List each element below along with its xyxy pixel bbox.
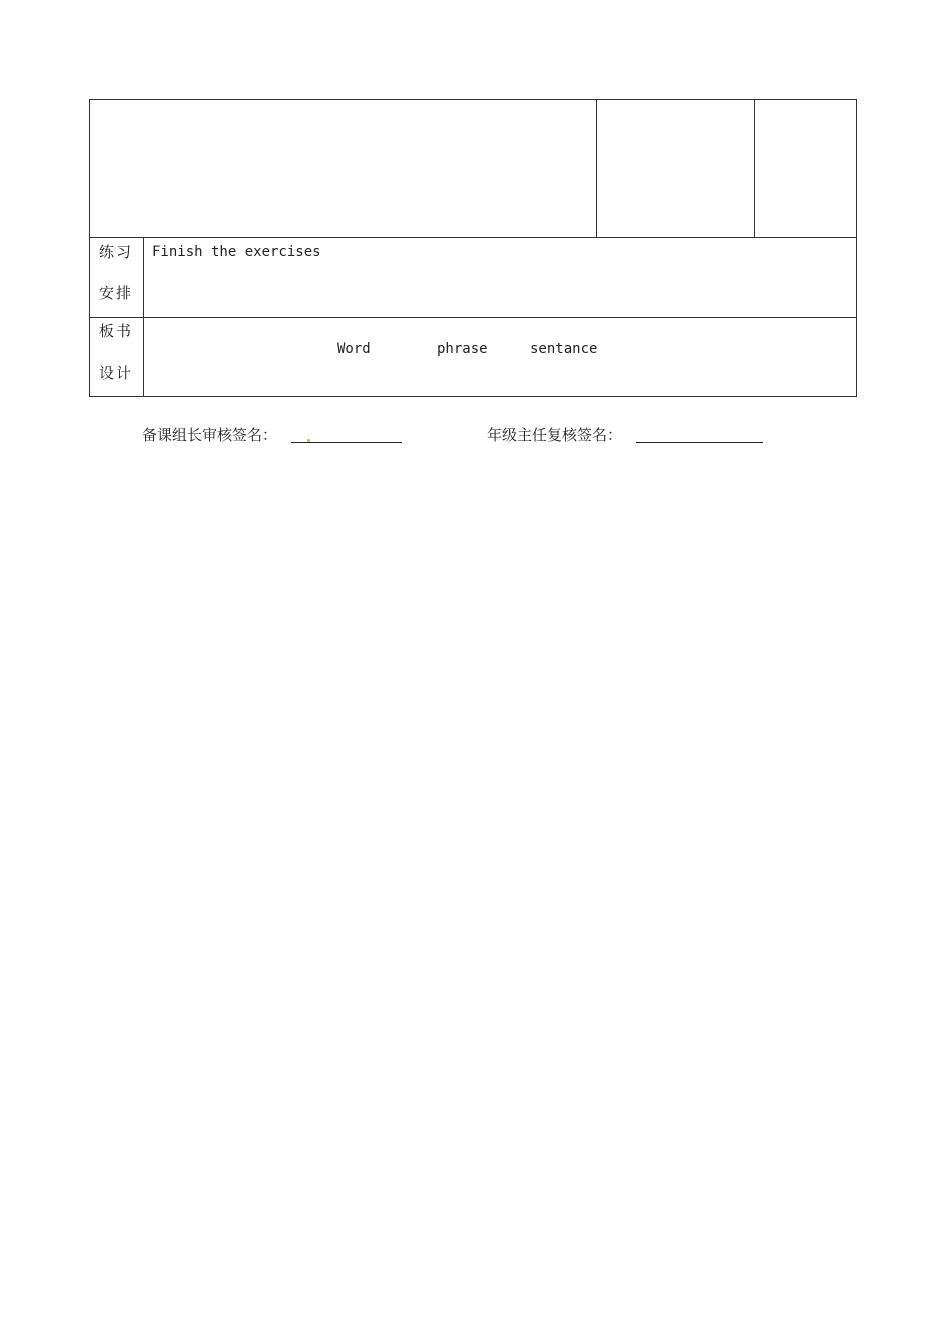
group-leader-signature-line [291, 442, 402, 443]
board-item-sentance: sentance [530, 341, 598, 357]
row-divider-2 [90, 317, 856, 318]
board-label-line2: 设计 [99, 364, 134, 382]
board-label-line1: 板书 [99, 322, 134, 340]
practice-label-line1: 练习 [99, 243, 134, 261]
board-item-word: Word [337, 341, 371, 357]
row-divider-1 [90, 237, 856, 238]
practice-label-line2: 安排 [99, 284, 134, 302]
group-leader-signature-label: 备课组长审核签名： [142, 426, 278, 444]
top-row-divider-1 [596, 100, 597, 238]
ink-dot [307, 439, 310, 442]
board-item-phrase: phrase [437, 341, 488, 357]
grade-director-signature-label: 年级主任复核签名： [487, 426, 623, 444]
practice-content: Finish the exercises [152, 244, 321, 260]
lesson-plan-table [89, 99, 857, 397]
grade-director-signature-line [636, 442, 763, 443]
label-column-divider [143, 237, 144, 397]
top-row-divider-2 [754, 100, 755, 238]
